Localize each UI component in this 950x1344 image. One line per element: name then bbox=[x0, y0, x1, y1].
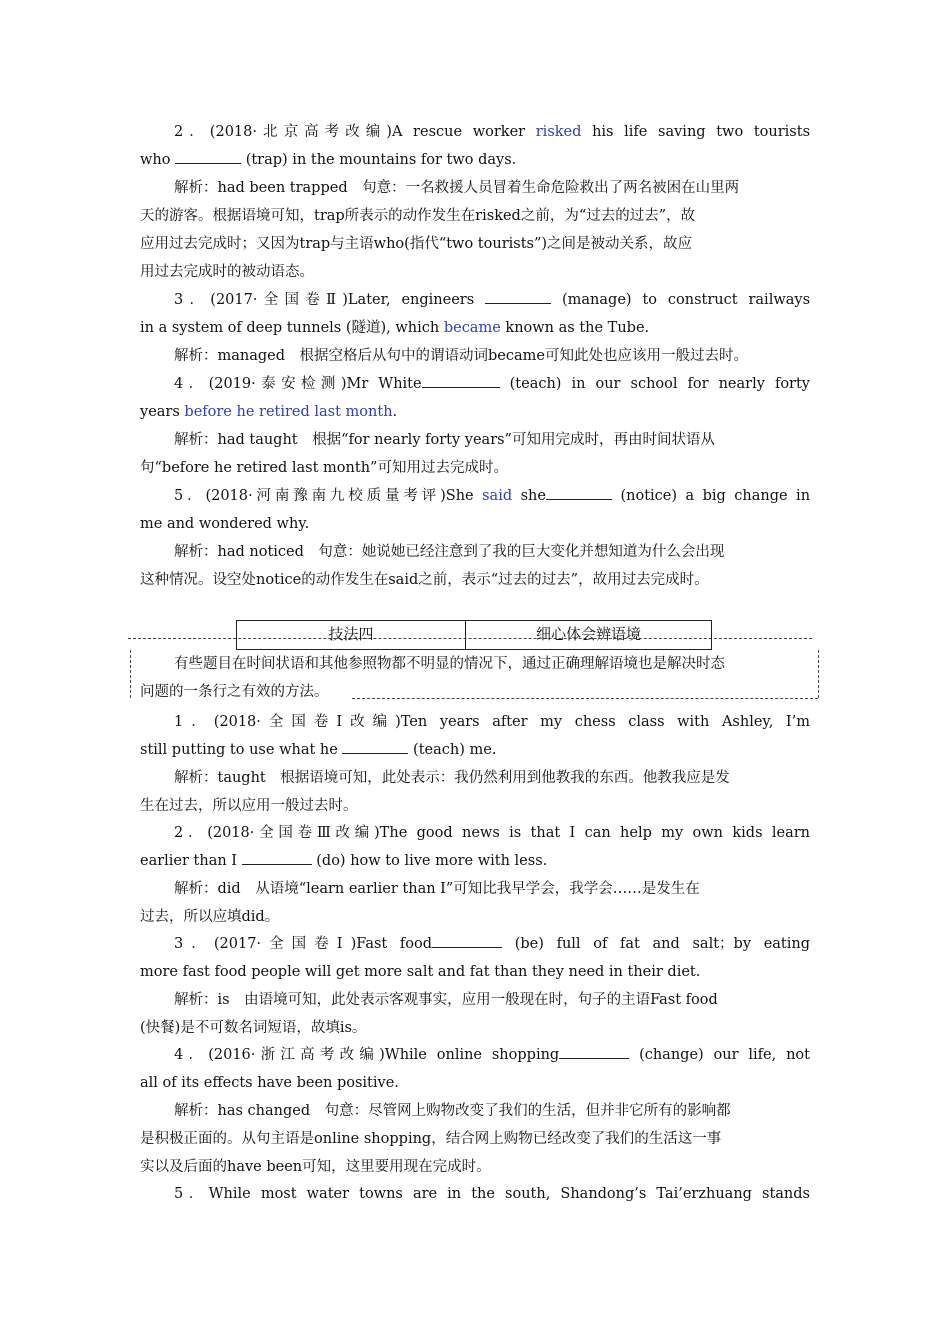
technique-number: 技法四 bbox=[237, 621, 466, 649]
q2-analysis-3: 应用过去完成时；又因为trap与主语who(指代“two tourists”)之间是被动关系，故应 bbox=[140, 236, 693, 252]
p2-analysis-1: 解析：did 从语境“learn earlier than I”可知比我早学会，我学会……是发生在 bbox=[174, 881, 700, 897]
p3-line1: 3．(2017·全国卷Ⅰ)Fast food (be) full of fat and salt；by eating bbox=[174, 932, 810, 956]
q2-analysis-1: 解析：had been trapped 句意：一名救援人员冒着生命危险救出了两名被困在山里两 bbox=[174, 180, 740, 196]
answer-blank[interactable] bbox=[242, 849, 312, 865]
answer-blank[interactable] bbox=[342, 738, 408, 754]
p2-analysis-2: 过去，所以应填did。 bbox=[140, 909, 280, 925]
p2-line1: 2．(2018·全国卷Ⅲ改编)The good news is that I can help my own kids learn bbox=[174, 825, 810, 841]
answer-blank[interactable] bbox=[559, 1043, 629, 1059]
q4-analysis-1: 解析：had taught 根据“for nearly forty years”可知用完成时，再由时间状语从 bbox=[174, 432, 715, 448]
p3-analysis-2: (快餐)是不可数名词短语，故填is。 bbox=[140, 1020, 367, 1036]
technique-header-table bbox=[236, 620, 712, 650]
highlight-risked: risked bbox=[535, 124, 582, 140]
p1-analysis-2: 生在过去，所以应用一般过去时。 bbox=[140, 798, 358, 814]
tip-text-2: 问题的一条行之有效的方法。 bbox=[140, 684, 329, 700]
q5-analysis-1: 解析：had noticed 句意：她说她已经注意到了我的巨大变化并想知道为什么会出现 bbox=[174, 544, 725, 560]
p4-line1: 4．(2016·浙江高考改编)While online shopping (change) our life, not bbox=[174, 1043, 810, 1067]
technique-title: 细心体会辨语境 bbox=[535, 625, 641, 643]
p2-line2: earlier than I (do) how to live more with less. bbox=[140, 849, 810, 873]
p3-analysis-1: 解析：is 由语境可知，此处表示客观事实，应用一般现在时，句子的主语Fast food bbox=[174, 992, 718, 1008]
q3-line1: 3．(2017·全国卷Ⅱ)Later, engineers (manage) to construct railways bbox=[174, 288, 810, 312]
p4-line2: all of its effects have been positive. bbox=[140, 1075, 399, 1091]
q2-analysis-4: 用过去完成时的被动语态。 bbox=[140, 264, 314, 280]
q2-line2: who (trap) in the mountains for two days. bbox=[140, 148, 810, 172]
q5-line1: 5．(2018·河南豫南九校质量考评)She said she (notice) a big change in bbox=[174, 484, 810, 508]
highlight-became: became bbox=[443, 320, 501, 336]
answer-blank[interactable] bbox=[422, 372, 500, 388]
q4-line1: 4．(2019·泰安检测)Mr White (teach) in our school for nearly forty bbox=[174, 372, 810, 396]
highlight-before-he-retired: before he retired last month bbox=[184, 404, 393, 420]
q5-analysis-2: 这种情况。设空处notice的动作发生在said之前，表示“过去的过去”，故用过去完成时。 bbox=[140, 572, 709, 588]
answer-blank[interactable] bbox=[546, 484, 612, 500]
p1-analysis-1: 解析：taught 根据语境可知，此处表示：我仍然利用到他教我的东西。他教我应是发 bbox=[174, 770, 730, 786]
p4-analysis-2: 是积极正面的。从句主语是online shopping，结合网上购物已经改变了我们的生活这一事 bbox=[140, 1131, 722, 1147]
p1-line2: still putting to use what he (teach) me. bbox=[140, 738, 810, 762]
q3-line2: in a system of deep tunnels (隧道), which became known as the Tube. bbox=[140, 320, 650, 336]
q3-analysis: 解析：managed 根据空格后从句中的谓语动词became可知此处也应该用一般过去时。 bbox=[174, 348, 748, 364]
highlight-said: said bbox=[482, 488, 513, 504]
p3-line2: more fast food people will get more salt and fat than they need in their diet. bbox=[140, 964, 701, 980]
p4-analysis-1: 解析：has changed 句意：尽管网上购物改变了我们的生活，但并非它所有的影响都 bbox=[174, 1103, 731, 1119]
tip-box-dashed-right bbox=[818, 650, 819, 698]
tip-text-1: 有些题目在时间状语和其他参照物都不明显的情况下，通过正确理解语境也是解决时态 bbox=[174, 652, 810, 676]
answer-blank[interactable] bbox=[432, 932, 502, 948]
p5-line1: 5．While most water towns are in the south, Shandong’s Tai’erzhuang stands bbox=[174, 1186, 810, 1202]
answer-blank[interactable] bbox=[485, 288, 551, 304]
p1-line1: 1．(2018·全国卷Ⅰ改编)Ten years after my chess class with Ashley, I’m bbox=[174, 714, 810, 730]
tip-box-dashed-left bbox=[130, 650, 131, 698]
p4-analysis-3: 实以及后面的have been可知，这里要用现在完成时。 bbox=[140, 1159, 491, 1175]
q4-analysis-2: 句“before he retired last month”可知用过去完成时。 bbox=[140, 460, 508, 476]
answer-blank[interactable] bbox=[175, 148, 241, 164]
q2-line1: 2．(2018·北京高考改编)A rescue worker risked his life saving two tourists bbox=[174, 124, 811, 140]
tip-box-dashed-bottom bbox=[352, 698, 818, 699]
q4-line2: years before he retired last month. bbox=[140, 404, 398, 420]
q5-line2: me and wondered why. bbox=[140, 516, 310, 532]
q2-analysis-2: 天的游客。根据语境可知，trap所表示的动作发生在risked之前，为“过去的过去”，故 bbox=[140, 208, 696, 224]
